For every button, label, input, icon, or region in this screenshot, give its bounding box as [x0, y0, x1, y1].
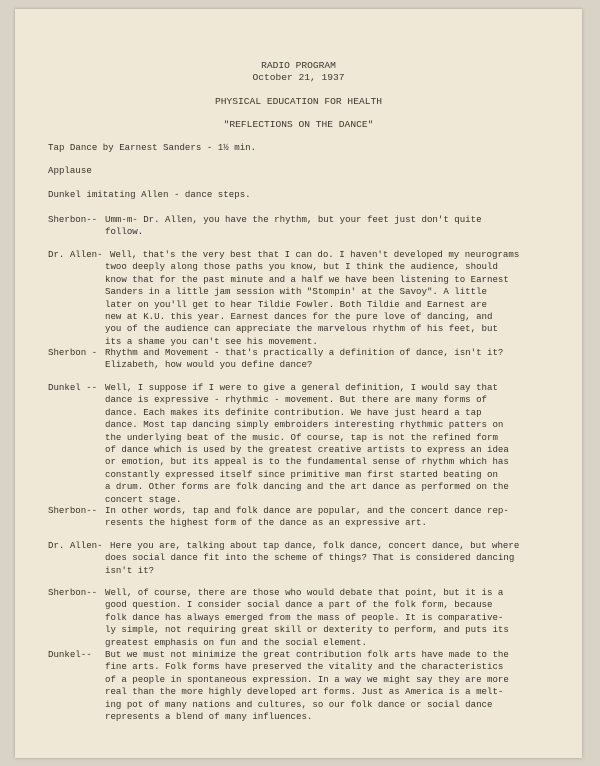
header-radio-program: RADIO PROGRAM	[261, 60, 336, 71]
intro-dunkel-imitating: Dunkel imitating Allen - dance steps.	[48, 189, 251, 200]
dialogue-line: dance is expressive - rhythmic - movement. But there are many forms of	[105, 394, 487, 406]
dialogue-line: of dance which is used by the greatest creative artists to express an idea	[105, 444, 509, 456]
dialogue-line: Well, of course, there are those who would debate that point, but it is a	[105, 587, 504, 598]
header-date: October 21, 1937	[252, 72, 345, 83]
speaker-name: Sherbon--	[48, 214, 98, 225]
dialogue-line: isn't it?	[105, 564, 155, 576]
dialogue-text	[105, 214, 482, 239]
dialogue-line: Rhythm and Movement - that's practically a definition of dance, isn't it?	[105, 347, 504, 358]
dialogue-line: Umm-m- Dr. Allen, you have the rhythm, but your feet just don't quite	[105, 214, 482, 225]
speaker-name: Dr. Allen-	[48, 540, 103, 551]
dialogue-line: Well, that's the very best that I can do. I haven't developed my neurograms	[110, 249, 520, 260]
speaker-name: Sherbon--	[48, 505, 98, 516]
dialogue-line: real than the more highly developed art forms. Just as America is a melt-	[105, 686, 504, 698]
dialogue-text	[105, 347, 503, 372]
dialogue-line: constantly expressed itself since primitive man first started beating on	[105, 468, 498, 480]
dialogue-line: or emotion, but its appeal is to the fundamental sense of rhythm which has	[105, 456, 509, 468]
dialogue-line: Sanders in a little jam session with "Stompin' at the Savoy". A little	[105, 286, 487, 298]
dialogue-line: fine arts. Folk forms have preserved the vitality and the characteristics	[105, 661, 504, 673]
dialogue-text	[105, 587, 509, 649]
dialogue-line: does social dance fit into the scheme of things? That is considered dancing	[105, 552, 515, 564]
dialogue-line: of a people in spontaneous expression. In a way we might say they are more	[105, 673, 509, 685]
dialogue-line: a drum. Other forms are folk dancing and the art dance as performed on the	[105, 481, 509, 493]
speaker-name: Dunkel --	[48, 382, 98, 393]
dialogue-line: dance. Most tap dancing simply embroiders interesting rhythmic patters on	[105, 419, 504, 431]
dialogue-line: represents a blend of many influences.	[105, 711, 313, 723]
dialogue-line: dance. Each makes its definite contribution. We have just heard a tap	[105, 406, 482, 418]
dialogue-line: Well, I suppose if I were to give a general definition, I would say that	[105, 382, 498, 393]
dialogue-line: later on you'll get to hear Tildie Fowler. Both Tildie and Earnest are	[105, 298, 487, 310]
dialogue-text	[105, 382, 509, 506]
intro-tap-dance: Tap Dance by Earnest Sanders - 1½ min.	[48, 142, 257, 153]
dialogue-line: greatest emphasis on fun and the social element.	[105, 636, 367, 648]
dialogue-text	[105, 540, 520, 577]
header-episode-title: "REFLECTIONS ON THE DANCE"	[223, 119, 374, 130]
speaker-name: Dr. Allen-	[48, 249, 103, 260]
dialogue-text	[105, 649, 509, 723]
dialogue-line: In other words, tap and folk dance are popular, and the concert dance rep-	[105, 505, 509, 516]
intro-applause: Applause	[48, 165, 92, 176]
speaker-name: Sherbon--	[48, 587, 98, 598]
dialogue-line: ing pot of many nations and cultures, so our folk dance or social dance	[105, 698, 493, 710]
dialogue-line: resents the highest form of the dance as an expressive art.	[105, 517, 427, 529]
dialogue-line: concert stage.	[105, 493, 182, 505]
dialogue-line: new at K.U. this year. Earnest dances for the pure love of dancing, and	[105, 311, 493, 323]
speaker-name: Dunkel--	[48, 649, 92, 660]
dialogue-line: you of the audience can appreciate the marvelous rhythm of his feet, but	[105, 323, 498, 335]
dialogue-text	[105, 249, 520, 348]
dialogue-line: But we must not minimize the great contribution folk arts have made to the	[105, 649, 509, 660]
dialogue-line: twoo deeply along those paths you know, but I think the audience, should	[105, 261, 498, 273]
dialogue-line: Elizabeth, how would you define dance?	[105, 359, 313, 371]
dialogue-line: know that for the past minute and a half we have been listening to Earnest	[105, 273, 509, 285]
dialogue-line: Here you are, talking about tap dance, folk dance, concert dance, but where	[110, 540, 520, 551]
document-page	[15, 9, 582, 758]
dialogue-line: folk dance has always emerged from the mass of people. It is comparative-	[105, 611, 504, 623]
dialogue-text	[105, 505, 509, 530]
dialogue-line: good question. I consider social dance a part of the folk form, because	[105, 599, 493, 611]
dialogue-line: the underlying beat of the music. Of course, tap is not the refined form	[105, 431, 498, 443]
dialogue-line: its a shame you can't see his movement.	[105, 335, 318, 347]
speaker-name: Sherbon -	[48, 347, 98, 358]
dialogue-line: follow.	[105, 226, 144, 238]
header-program-title: PHYSICAL EDUCATION FOR HEALTH	[215, 96, 382, 107]
dialogue-line: ly simple, not requiring great skill or dexterity to perform, and puts its	[105, 624, 509, 636]
